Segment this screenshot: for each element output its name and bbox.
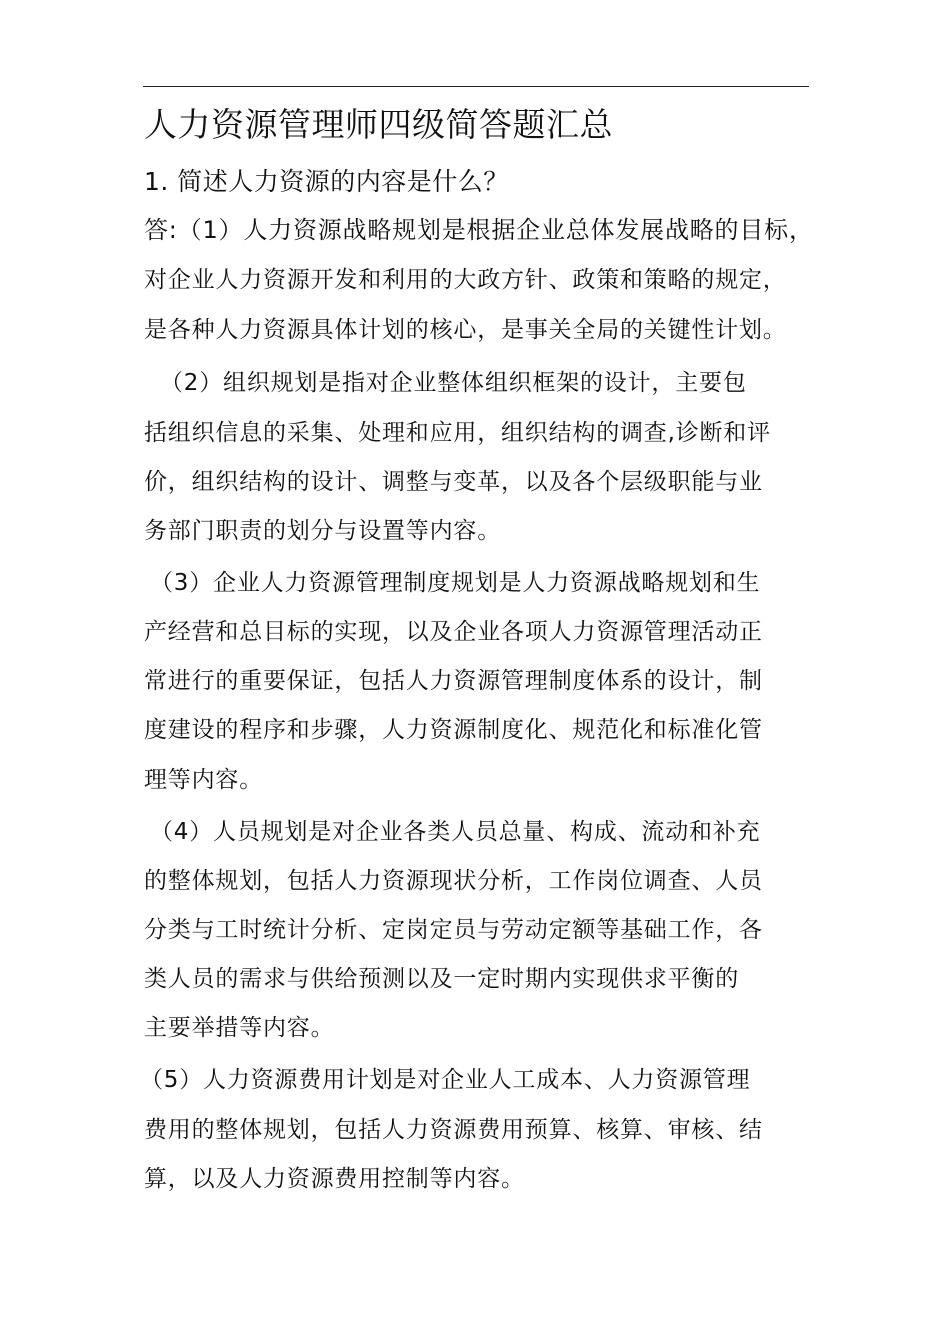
answer-line: 是各种人力资源具体计划的核心，是事关全局的关键性计划。 bbox=[144, 317, 787, 343]
question-heading: 1. 简述人力资源的内容是什么？ bbox=[144, 167, 509, 196]
answer-line: 算，以及人力资源费用控制等内容。 bbox=[144, 1166, 525, 1192]
answer-line: 常进行的重要保证，包括人力资源管理制度体系的设计，制 bbox=[144, 668, 763, 694]
answer-line: 费用的整体规划，包括人力资源费用预算、核算、审核、结 bbox=[144, 1117, 763, 1143]
answer-line: 答:（1）人力资源战略规划是根据企业总体发展战略的目标， bbox=[144, 216, 814, 244]
answer-line: 理等内容。 bbox=[144, 767, 263, 793]
answer-line: （3）企业人力资源管理制度规划是人力资源战略规划和生 bbox=[150, 570, 761, 596]
answer-line: 价，组织结构的设计、调整与变革，以及各个层级职能与业 bbox=[144, 469, 763, 495]
answer-line: （2）组织规划是指对企业整体组织框架的设计，主要包 bbox=[160, 370, 747, 396]
document-title: 人力资源管理师四级简答题汇总 bbox=[144, 105, 613, 144]
answer-line: 主要举措等内容。 bbox=[144, 1015, 335, 1041]
answer-line: 务部门职责的划分与设置等内容。 bbox=[144, 518, 501, 544]
answer-line: （5）人力资源费用计划是对企业人工成本、人力资源管理 bbox=[140, 1067, 751, 1093]
answer-line: 分类与工时统计分析、定岗定员与劳动定额等基础工作，各 bbox=[144, 917, 763, 943]
answer-line: 的整体规划，包括人力资源现状分析，工作岗位调查、人员 bbox=[144, 868, 763, 894]
answer-line: 产经营和总目标的实现，以及企业各项人力资源管理活动正 bbox=[144, 619, 763, 645]
answer-line: 对企业人力资源开发和利用的大政方针、政策和策略的规定， bbox=[144, 267, 787, 293]
answer-line: 类人员的需求与供给预测以及一定时期内实现供求平衡的 bbox=[144, 966, 739, 992]
answer-line: （4）人员规划是对企业各类人员总量、构成、流动和补充 bbox=[150, 819, 761, 845]
answer-line: 度建设的程序和步骤，人力资源制度化、规范化和标准化管 bbox=[144, 717, 763, 743]
header-rule bbox=[143, 86, 809, 87]
answer-line: 括组织信息的采集、处理和应用，组织结构的调查,诊断和评 bbox=[144, 420, 771, 446]
